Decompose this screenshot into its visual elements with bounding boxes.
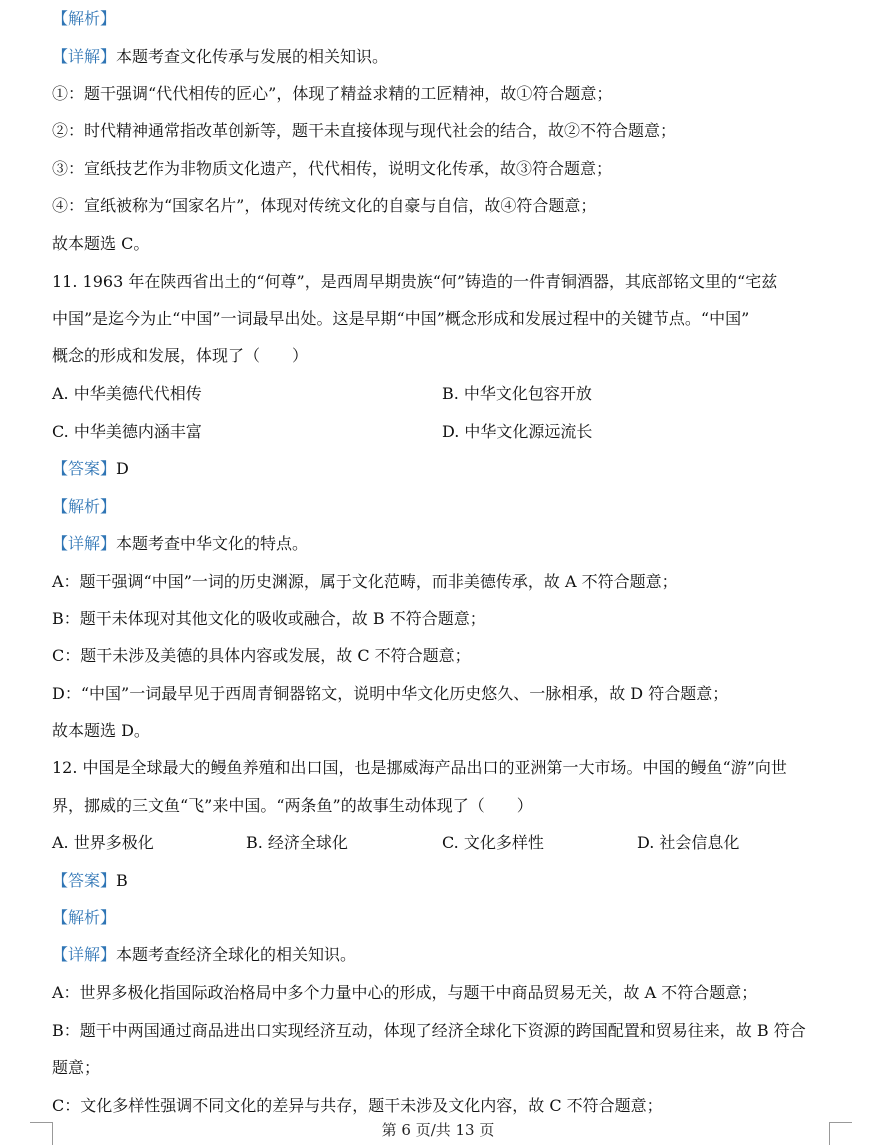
q11-answer bbox=[52, 458, 846, 480]
q11-point-c: C：题干未涉及美德的具体内容或发展，故 C 不符合题意； bbox=[52, 646, 471, 665]
q12-option-b: B. 经济全球化 bbox=[246, 833, 348, 852]
q11-point-b: B：题干未体现对其他文化的吸收或融合，故 B 不符合题意； bbox=[52, 609, 486, 628]
q12-answer-value: B bbox=[116, 871, 128, 890]
q12-stem-line-2: 界，挪威的三文鱼“飞”来中国。“两条鱼”的故事生动体现了（ ） bbox=[52, 796, 533, 815]
q12-point-c: C：文化多样性强调不同文化的差异与共存，题干未涉及文化内容，故 C 不符合题意； bbox=[52, 1096, 663, 1115]
q11-answer-tag: 【答案】 bbox=[52, 459, 117, 478]
q12-option-a: A. 世界多极化 bbox=[52, 833, 154, 852]
q10-detail bbox=[52, 46, 846, 68]
q10-point-4: ④：宣纸被称为“国家名片”，体现对传统文化的自豪与自信，故④符合题意； bbox=[52, 196, 597, 215]
q10-detail-tag: 【详解】 bbox=[52, 47, 117, 66]
q11-conclusion: 故本题选 D。 bbox=[52, 721, 150, 740]
q12-answer-tag: 【答案】 bbox=[52, 871, 117, 890]
q10-point-2: ②：时代精神通常指改革创新等，题干未直接体现与现代社会的结合，故②不符合题意； bbox=[52, 121, 677, 140]
q11-option-d: D. 中华文化源远流长 bbox=[442, 422, 593, 441]
q12-detail-tag: 【详解】 bbox=[52, 945, 117, 964]
q12-analysis-tag: 【解析】 bbox=[52, 908, 117, 927]
q11-option-a: A. 中华美德代代相传 bbox=[52, 384, 202, 403]
q10-point-3: ③：宣纸技艺作为非物质文化遗产，代代相传，说明文化传承，故③符合题意； bbox=[52, 159, 613, 178]
q11-stem-line-2: 中国”是迄今为止“中国”一词最早出处。这是早期“中国”概念形成和发展过程中的关键节点。“中国” bbox=[52, 309, 750, 328]
q11-option-c: C. 中华美德内涵丰富 bbox=[52, 422, 202, 441]
q11-answer-value: D bbox=[116, 459, 129, 478]
q10-point-1: ①：题干强调“代代相传的匠心”，体现了精益求精的工匠精神，故①符合题意； bbox=[52, 84, 613, 103]
q12-point-b-line-2: 题意； bbox=[52, 1058, 101, 1077]
q11-detail bbox=[52, 533, 846, 555]
page-number-footer: 第 6 页/共 13 页 bbox=[381, 1121, 495, 1139]
q11-stem-line-1: 11. 1963 年在陕西省出土的“何尊”，是西周早期贵族“何”铸造的一件青铜酒器，其底部铭文里的“宅兹 bbox=[52, 272, 778, 291]
q12-option-c: C. 文化多样性 bbox=[442, 833, 544, 852]
q11-detail-tag: 【详解】 bbox=[52, 534, 117, 553]
q12-point-b-line-1: B：题干中两国通过商品进出口实现经济互动，体现了经济全球化下资源的跨国配置和贸易往来，故 B 符合 bbox=[52, 1021, 806, 1040]
q11-point-d: D：“中国”一词最早见于西周青铜器铭文，说明中华文化历史悠久、一脉相承，故 D 符合题意； bbox=[52, 684, 729, 703]
q12-point-a: A：世界多极化指国际政治格局中多个力量中心的形成，与题干中商品贸易无关，故 A 不符合题意； bbox=[52, 983, 758, 1002]
q11-detail-text: 本题考查中华文化的特点。 bbox=[116, 534, 309, 553]
q12-detail bbox=[52, 944, 846, 966]
q10-detail-text: 本题考查文化传承与发展的相关知识。 bbox=[116, 47, 389, 66]
q10-conclusion: 故本题选 C。 bbox=[52, 234, 150, 253]
q12-answer bbox=[52, 870, 846, 892]
q12-detail-text: 本题考查经济全球化的相关知识。 bbox=[116, 945, 357, 964]
q11-point-a: A：题干强调“中国”一词的历史渊源，属于文化范畴，而非美德传承，故 A 不符合题意； bbox=[52, 572, 678, 591]
q12-option-d: D. 社会信息化 bbox=[637, 833, 740, 852]
q11-stem-line-3: 概念的形成和发展，体现了（ ） bbox=[52, 346, 309, 365]
q12-stem-line-1: 12. 中国是全球最大的鳗鱼养殖和出口国，也是挪威海产品出口的亚洲第一大市场。中国的鳗鱼“游”向世 bbox=[52, 758, 787, 777]
q11-analysis-tag: 【解析】 bbox=[52, 497, 117, 516]
q10-analysis-tag: 【解析】 bbox=[52, 9, 117, 28]
q11-option-b: B. 中华文化包容开放 bbox=[442, 384, 592, 403]
